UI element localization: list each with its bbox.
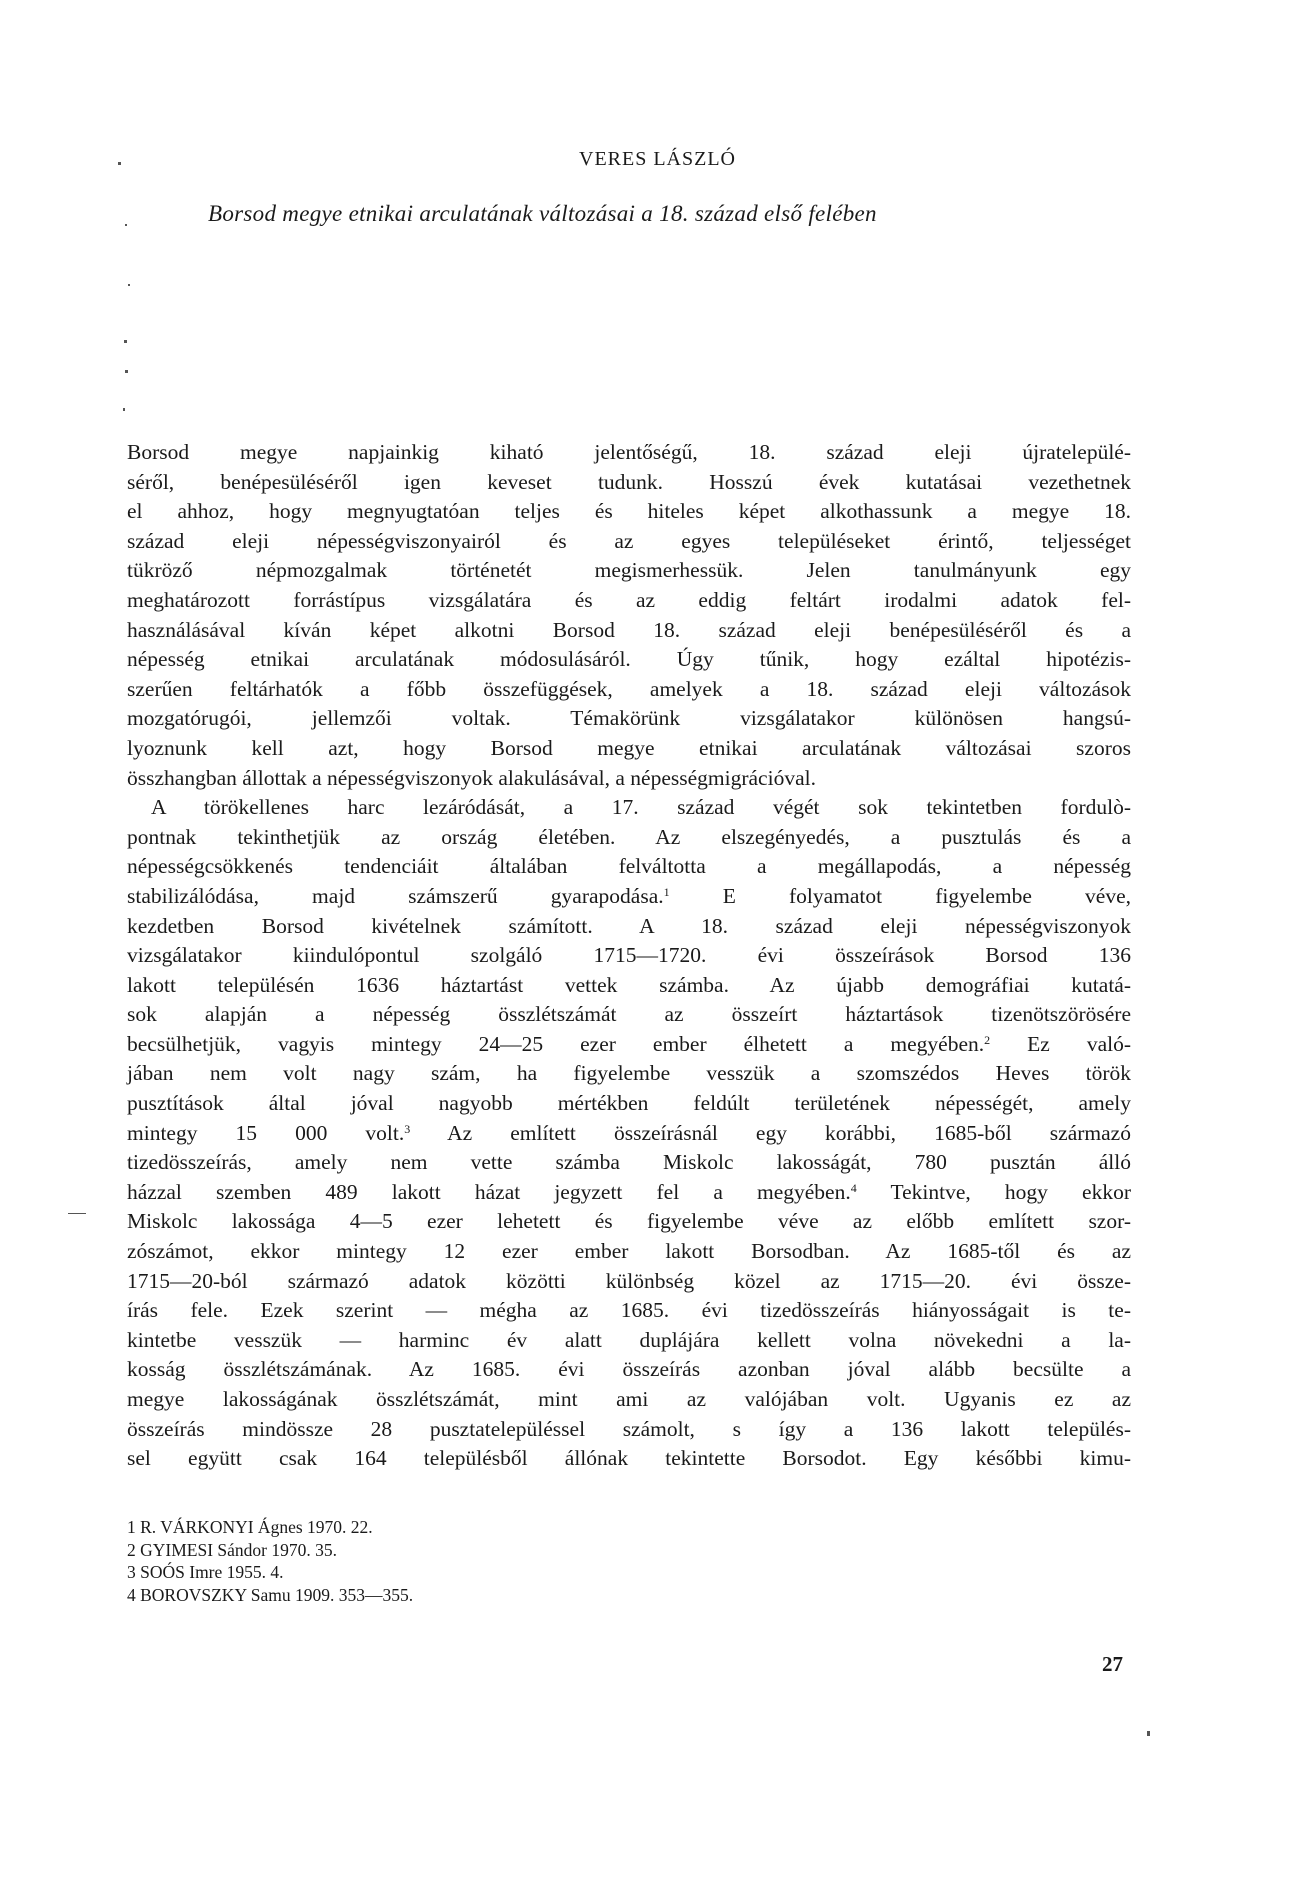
text-line: kintetbe vesszük — harminc év alatt duplájára kellett volna növekedni a la- [127,1327,1131,1352]
text-line: meghatározott forrástípus vizsgálatára és az eddig feltárt irodalmi adatok fel- [127,587,1131,612]
text-line: Miskolc lakossága 4—5 ezer lehetett és figyelembe véve az előbb említett szor- [127,1209,1131,1234]
text-line: sok alapján a népesség összlétszámát az összeírt háztartások tizenötszörösére [127,1002,1131,1027]
text-line: zószámot, ekkor mintegy 12 ezer ember lakott Borsodban. Az 1685-től és az [127,1239,1131,1264]
text-line: kosság összlétszámának. Az 1685. évi összeírás azonban jóval alább becsülte a [127,1357,1131,1382]
text-line: vizsgálatakor kiindulópontul szolgáló 1715—1720. évi összeírások Borsod 136 [127,943,1131,968]
text-line [127,1030,1131,1060]
text-line: népesség etnikai arculatának módosulásáról. Úgy tűnik, hogy ezáltal hipotézis- [127,647,1131,672]
footnote-ref: 1 [663,884,670,899]
scan-speck [128,284,130,286]
page-number: 27 [1102,1652,1123,1676]
text-segment: E folyamatot figyelembe véve, [722,883,1131,908]
text-line: összeírás mindössze 28 pusztatelepüléssel számolt, s így a 136 lakott település- [127,1416,1131,1441]
footnote: 2 GYIMESI Sándor 1970. 35. [127,1539,337,1560]
text-line: szerűen feltárhatók a főbb összefüggések, amelyek a 18. század eleji változások [127,676,1131,701]
text-segment: Ez való- [1027,1031,1132,1056]
text-segment: stabilizálódása, majd számszerű gyarapodása. [127,883,664,908]
author-name: VERES LÁSZLÓ [579,148,736,170]
text-line [127,1119,1131,1149]
footnote-ref: 2 [984,1032,991,1047]
text-segment: becsülhetjük, vagyis mintegy 24—25 ezer ember élhetett a megyében. [127,1031,985,1056]
scan-speck [1147,1731,1150,1736]
text-segment: házzal szemben 489 lakott házat jegyzett fel a megyében. [127,1179,851,1204]
text-line: sel együtt csak 164 településből állónak tekintette Borsodot. Egy későbbi kimu- [127,1446,1131,1471]
text-line: mozgatórugói, jellemzői voltak. Témakörünk vizsgálatakor különösen hangsú- [127,706,1131,731]
footnote: 4 BOROVSZKY Samu 1909. 353—355. [127,1584,414,1605]
text-line: tizedösszeírás, amely nem vette számba Miskolc lakosságát, 780 pusztán álló [127,1150,1131,1175]
text-line: népességcsökkenés tendenciáit általában felváltotta a megállapodás, a népesség [127,854,1131,879]
text-line: pusztítások által jóval nagyobb mértékben feldúlt területének népességét, amely [127,1091,1131,1116]
text-line: megye lakosságának összlétszámát, mint ami az valójában volt. Ugyanis ez az [127,1387,1131,1411]
scan-speck [125,370,128,373]
text-line: lakott településén 1636 háztartást vettek számba. Az újabb demográfiai kutatá- [127,972,1131,997]
text-segment: Tekintve, hogy ekkor [890,1179,1131,1204]
scan-speck [68,1213,86,1214]
text-line: írás fele. Ezek szerint — mégha az 1685. évi tizedösszeírás hiányosságait is te- [127,1298,1131,1323]
text-segment: Az említett összeírásnál egy korábbi, 1685-ből származó [447,1120,1131,1145]
text-line: 1715—20-ból származó adatok közötti különbség közel az 1715—20. évi össze- [127,1268,1131,1293]
text-line: összhangban állottak a népességviszonyok alakulásával, a népességmigrációval. [127,765,816,790]
text-line [127,1178,1131,1208]
text-line: tükröző népmozgalmak történetét megismerhessük. Jelen tanulmányunk egy [127,558,1131,583]
text-line: A törökellenes harc lezáródását, a 17. század végét sok tekintetben fordulò- [151,795,1131,820]
scan-speck [118,162,121,165]
text-line: kezdetben Borsod kivételnek számított. A 18. század eleji népességviszonyok [127,913,1131,938]
footnote-ref: 4 [850,1180,857,1195]
footnote-ref: 3 [404,1121,411,1136]
footnotes [127,1516,413,1606]
scan-speck [125,224,127,226]
text-line: század eleji népességviszonyairól és az egyes településeket érintő, teljességet [127,528,1131,553]
text-line [127,882,1131,912]
scan-speck [123,408,125,411]
article-title: Borsod megye etnikai arculatának változásai a 18. század első felében [208,201,877,226]
text-line: Borsod megye napjainkig kiható jelentőségű, 18. század eleji újratelepülé- [127,440,1131,464]
text-line: pontnak tekinthetjük az ország életében. Az elszegényedés, a pusztulás és a [127,824,1131,849]
text-line: lyoznunk kell azt, hogy Borsod megye etnikai arculatának változásai szoros [127,735,1131,760]
text-line: jában nem volt nagy szám, ha figyelembe vesszük a szomszédos Heves török [127,1061,1131,1086]
text-line: használásával kíván képet alkotni Borsod 18. század eleji benépesüléséről és a [127,617,1131,642]
text-line: el ahhoz, hogy megnyugtatóan teljes és hiteles képet alkothassunk a megye 18. [127,499,1131,524]
article-body [127,438,1131,1474]
footnote: 1 R. VÁRKONYI Ágnes 1970. 22. [127,1517,373,1537]
footnote: 3 SOÓS Imre 1955. 4. [127,1562,284,1582]
text-line: séről, benépesüléséről igen keveset tudunk. Hosszú évek kutatásai vezethetnek [127,469,1131,494]
text-segment: mintegy 15 000 volt. [127,1120,405,1145]
scan-speck [124,340,127,343]
